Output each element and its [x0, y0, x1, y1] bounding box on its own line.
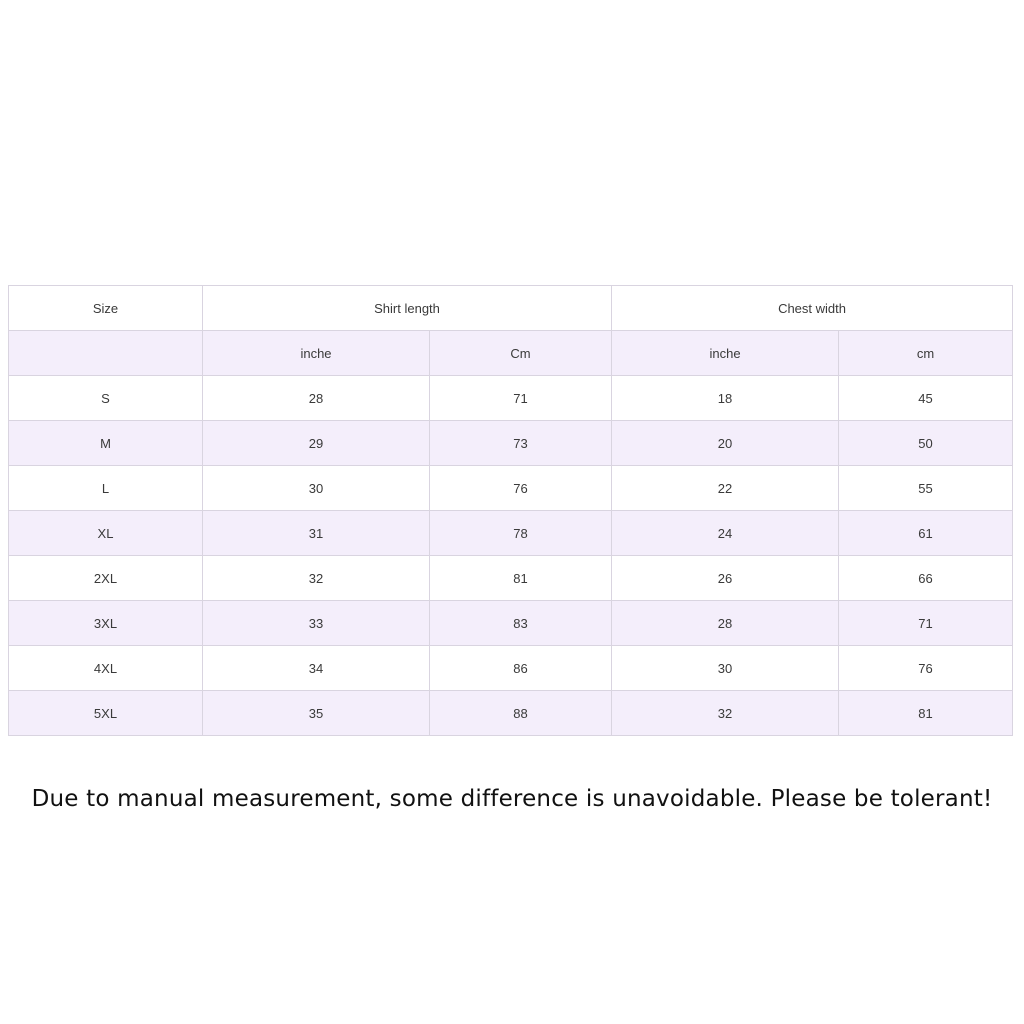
header-size: Size	[9, 286, 203, 331]
table-row	[9, 376, 1013, 421]
chest-width-cm-cell: 50	[839, 421, 1013, 466]
shirt-length-cm-cell: 88	[430, 691, 612, 736]
chest-width-inch-cell: 18	[612, 376, 839, 421]
shirt-length-inch-cell: 32	[203, 556, 430, 601]
size-cell: 3XL	[9, 601, 203, 646]
table-row	[9, 421, 1013, 466]
chest-width-cm-cell: 76	[839, 646, 1013, 691]
chest-width-cm-cell: 55	[839, 466, 1013, 511]
chest-width-inch-cell: 30	[612, 646, 839, 691]
shirt-length-cm-cell: 78	[430, 511, 612, 556]
chest-width-inch-cell: 22	[612, 466, 839, 511]
header-row	[9, 286, 1013, 331]
shirt-length-inch-cell: 28	[203, 376, 430, 421]
table-row	[9, 511, 1013, 556]
table-row	[9, 556, 1013, 601]
table-row	[9, 646, 1013, 691]
header-shirt-length: Shirt length	[203, 286, 612, 331]
size-chart-table	[8, 285, 1013, 736]
shirt-length-inch-cell: 29	[203, 421, 430, 466]
chest-width-cm-cell: 61	[839, 511, 1013, 556]
size-cell: XL	[9, 511, 203, 556]
chest-width-cm-cell: 66	[839, 556, 1013, 601]
measurement-note: Due to manual measurement, some difference is unavoidable. Please be tolerant!	[31, 786, 993, 812]
chest-width-inch-cell: 24	[612, 511, 839, 556]
chest-width-inch-cell: 20	[612, 421, 839, 466]
size-cell: 4XL	[9, 646, 203, 691]
unit-chest-width-cm: cm	[839, 331, 1013, 376]
shirt-length-inch-cell: 35	[203, 691, 430, 736]
chest-width-inch-cell: 28	[612, 601, 839, 646]
shirt-length-inch-cell: 30	[203, 466, 430, 511]
shirt-length-cm-cell: 86	[430, 646, 612, 691]
header-chest-width: Chest width	[612, 286, 1013, 331]
chest-width-inch-cell: 32	[612, 691, 839, 736]
size-cell: S	[9, 376, 203, 421]
chest-width-inch-cell: 26	[612, 556, 839, 601]
shirt-length-cm-cell: 73	[430, 421, 612, 466]
table-row	[9, 691, 1013, 736]
size-cell: 2XL	[9, 556, 203, 601]
shirt-length-cm-cell: 81	[430, 556, 612, 601]
table-row	[9, 601, 1013, 646]
chest-width-cm-cell: 45	[839, 376, 1013, 421]
size-cell: M	[9, 421, 203, 466]
shirt-length-cm-cell: 71	[430, 376, 612, 421]
table-row	[9, 466, 1013, 511]
units-row	[9, 331, 1013, 376]
unit-shirt-length-inch: inche	[203, 331, 430, 376]
units-blank-cell	[9, 331, 203, 376]
shirt-length-cm-cell: 83	[430, 601, 612, 646]
chest-width-cm-cell: 71	[839, 601, 1013, 646]
unit-shirt-length-cm: Cm	[430, 331, 612, 376]
size-cell: L	[9, 466, 203, 511]
unit-chest-width-inch: inche	[612, 331, 839, 376]
shirt-length-cm-cell: 76	[430, 466, 612, 511]
shirt-length-inch-cell: 34	[203, 646, 430, 691]
shirt-length-inch-cell: 31	[203, 511, 430, 556]
size-cell: 5XL	[9, 691, 203, 736]
chest-width-cm-cell: 81	[839, 691, 1013, 736]
shirt-length-inch-cell: 33	[203, 601, 430, 646]
